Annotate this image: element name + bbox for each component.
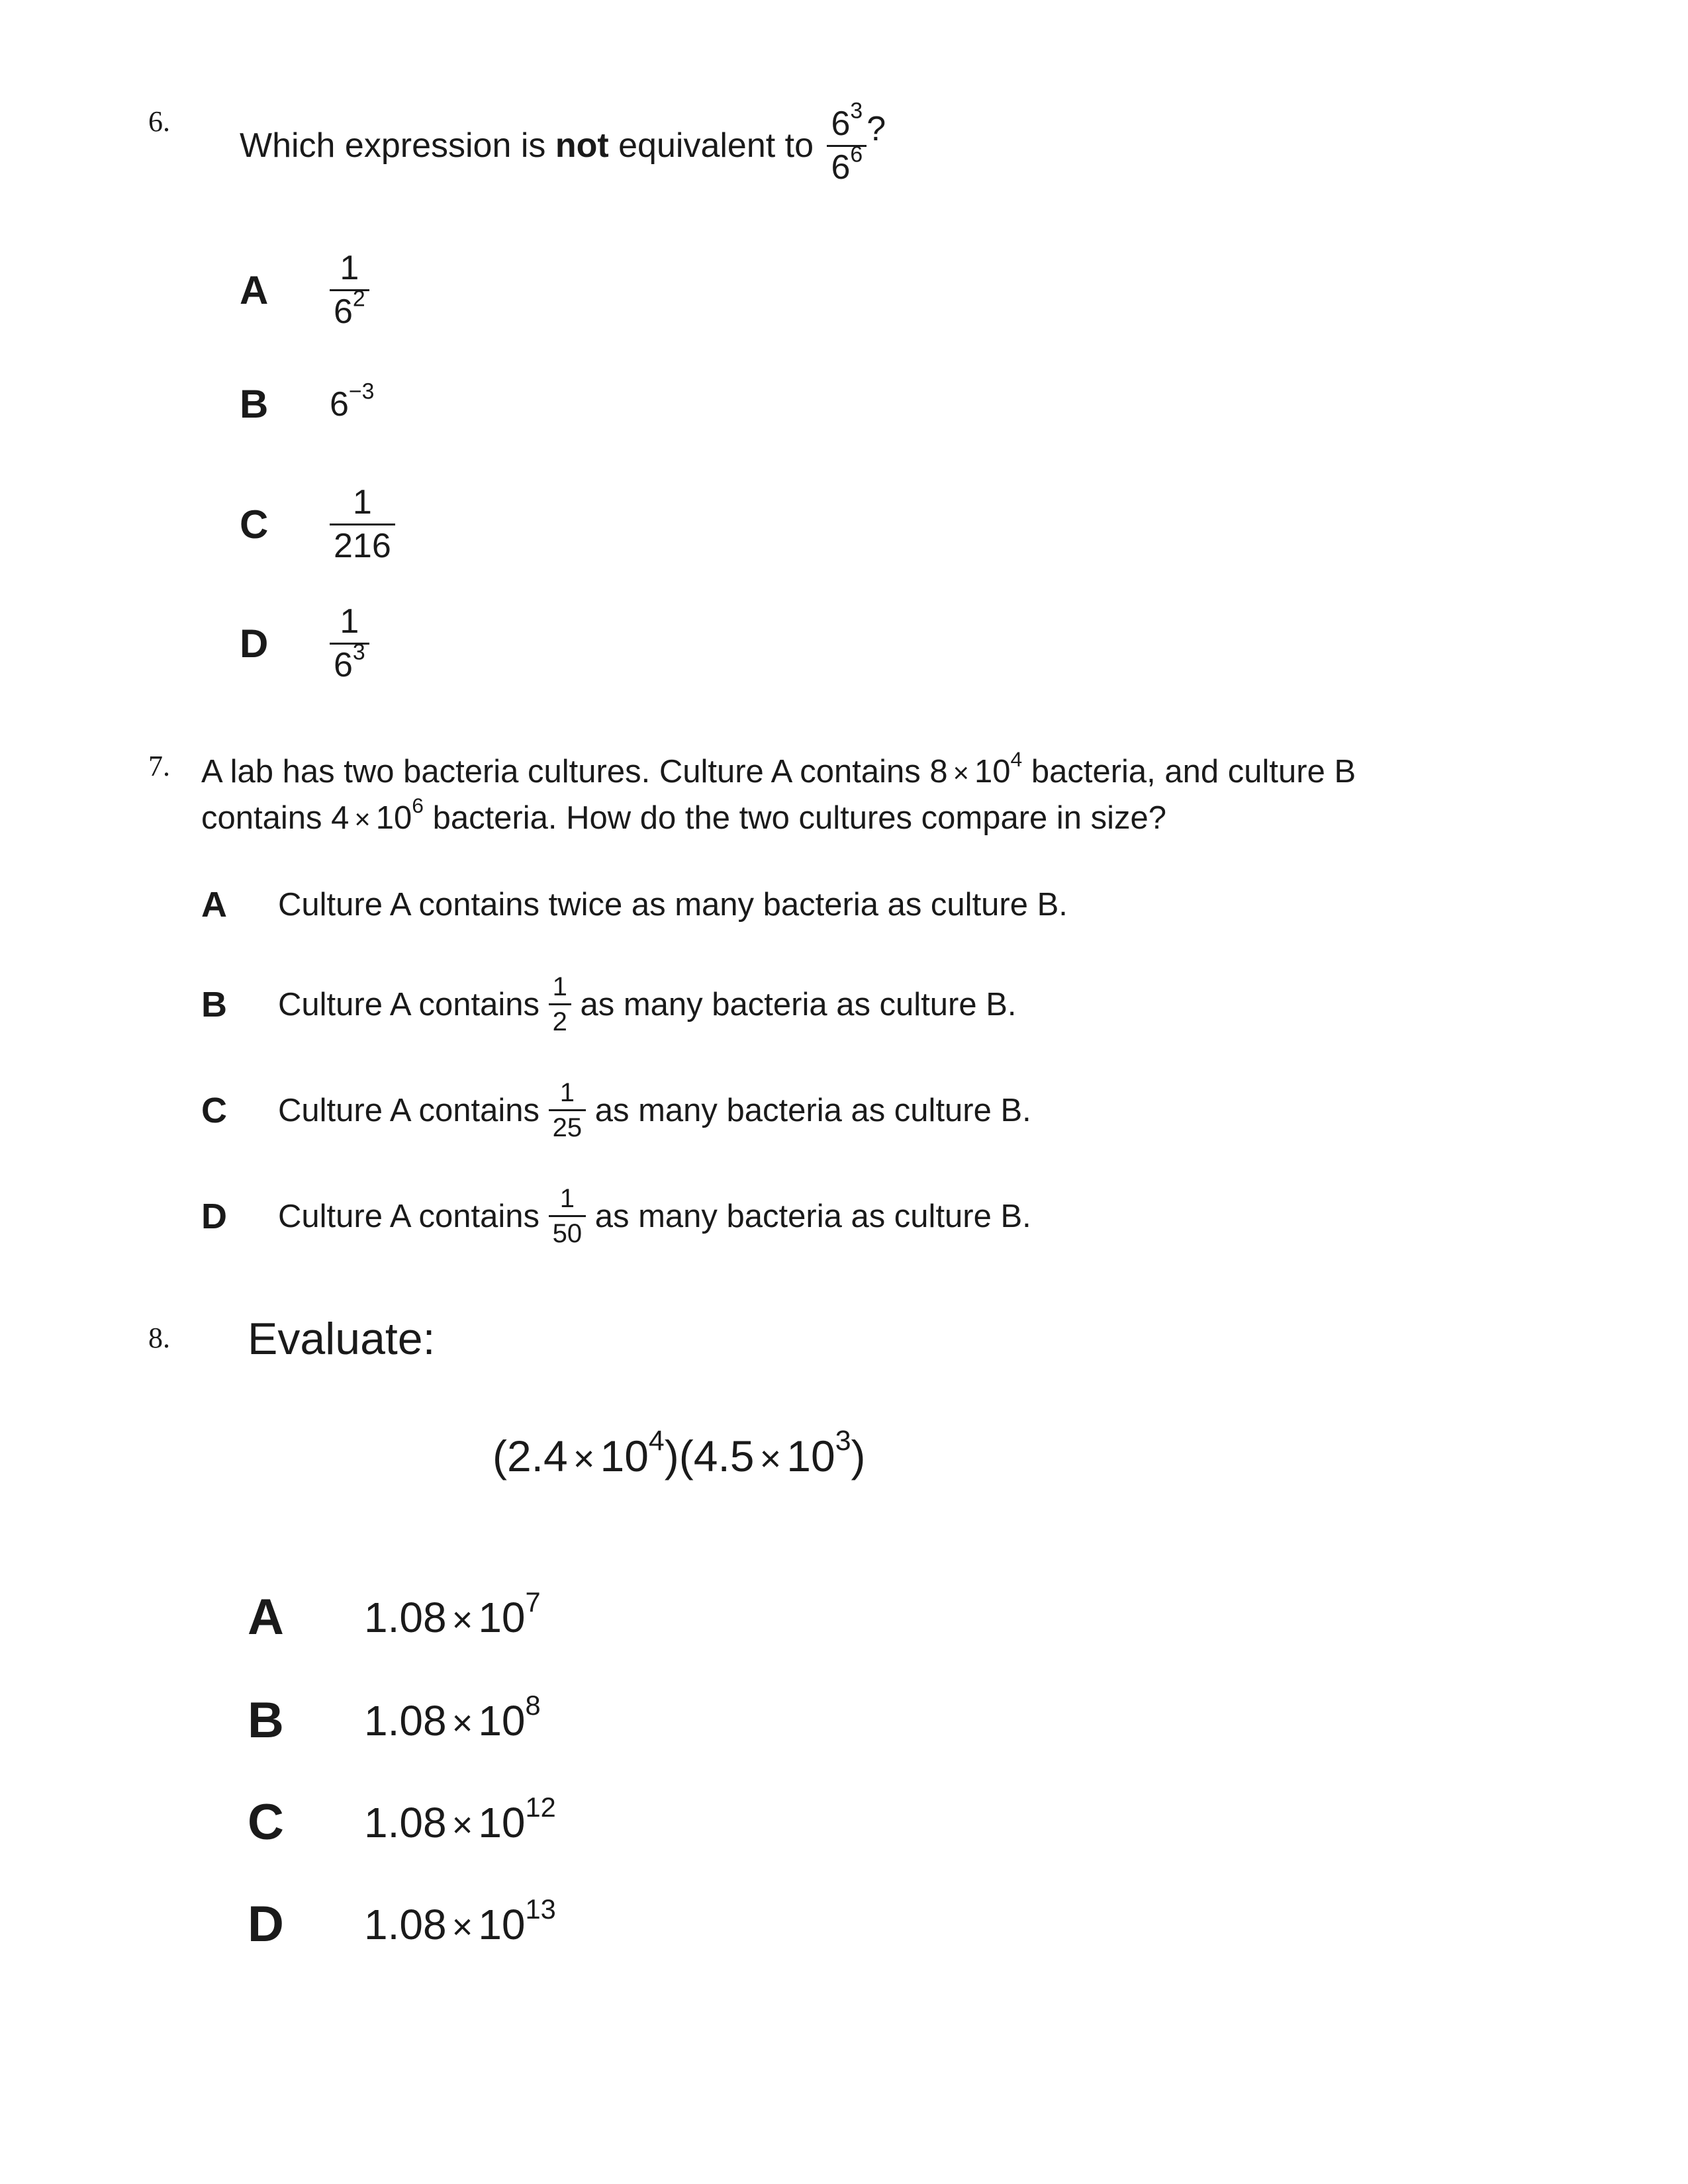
choice-power: $6^{-3}$ (330, 379, 375, 424)
choice-letter: B (240, 382, 269, 426)
choice-letter: B (201, 984, 227, 1024)
question-number: 8. (148, 1322, 170, 1354)
stem-fraction: $\frac{6^3}{6^6}$ (827, 106, 867, 185)
answer-choice-d[interactable] (248, 1895, 556, 1953)
stem-line-2: contains $4 \times 10^6$ bacteria. How do the two cultures compare in size? (201, 794, 1167, 836)
choice-letter: C (240, 502, 269, 547)
choice-value: $1.08 \times 10^7$ (364, 1586, 541, 1641)
answer-choice-c[interactable] (240, 484, 395, 564)
choice-letter: D (201, 1196, 227, 1236)
stem-end: ? (867, 110, 886, 149)
question-number: 7. (148, 750, 170, 782)
choice-text: Culture A contains (278, 1198, 549, 1234)
choice-letter: A (240, 267, 269, 312)
choice-letter: D (248, 1896, 284, 1952)
choice-letter: A (201, 885, 227, 925)
answer-choice-a[interactable] (201, 884, 1068, 925)
answer-choice-d[interactable] (201, 1185, 1031, 1248)
choice-text: Culture A contains (278, 986, 549, 1023)
choice-value: $1.08 \times 10^8$ (364, 1689, 541, 1745)
choice-value: $1.08 \times 10^{12}$ (364, 1791, 556, 1846)
answer-choice-a[interactable] (240, 250, 369, 330)
choice-letter: C (201, 1090, 227, 1130)
stem-text: Which expression is (240, 126, 555, 165)
answer-choice-c[interactable] (201, 1079, 1031, 1142)
choice-text: as many bacteria as culture B. (571, 986, 1017, 1023)
choice-fraction: $\frac{1}{6^2}$ (330, 250, 369, 330)
choice-letter: B (248, 1692, 284, 1749)
question-stem (201, 749, 1356, 842)
question-stem (240, 98, 886, 187)
choice-text: as many bacteria as culture B. (586, 1092, 1031, 1128)
choice-fraction: $\frac{1}{50}$ (549, 1185, 586, 1248)
choice-letter: C (248, 1794, 284, 1850)
choice-value: $1.08 \times 10^{13}$ (364, 1893, 556, 1948)
choice-letter: A (248, 1589, 284, 1645)
choice-text: as many bacteria as culture B. (586, 1198, 1031, 1234)
choice-fraction: $\frac{1}{2}$ (549, 973, 571, 1036)
stem-text: equivalent to (608, 126, 823, 165)
answer-choice-b[interactable] (248, 1689, 541, 1749)
expression: $(2.4 \times 10^4)(4.5 \times 10^3)$ (492, 1424, 866, 1480)
stem-line-1: A lab has two bacteria cultures. Culture A contains $8 \times 10^4$ bacteria, and culture B (201, 747, 1356, 790)
choice-text: Culture A contains (278, 1092, 549, 1128)
answer-choice-b[interactable] (240, 381, 374, 427)
question-number: 6. (148, 105, 170, 138)
answer-choice-d[interactable] (240, 604, 369, 683)
choice-letter: D (240, 621, 269, 666)
choice-fraction: $\frac{1}{25}$ (549, 1079, 586, 1142)
stem-emphasis: not (555, 126, 609, 165)
choice-fraction: $\frac{1}{216}$ (330, 484, 395, 564)
answer-choice-b[interactable] (201, 973, 1017, 1036)
choice-text: Culture A contains twice as many bacteria as culture B. (278, 887, 1068, 923)
choice-fraction: $\frac{1}{6^3}$ (330, 604, 369, 683)
answer-choice-c[interactable] (248, 1791, 556, 1851)
answer-choice-a[interactable] (248, 1588, 541, 1646)
question-title: Evaluate: (248, 1314, 436, 1364)
